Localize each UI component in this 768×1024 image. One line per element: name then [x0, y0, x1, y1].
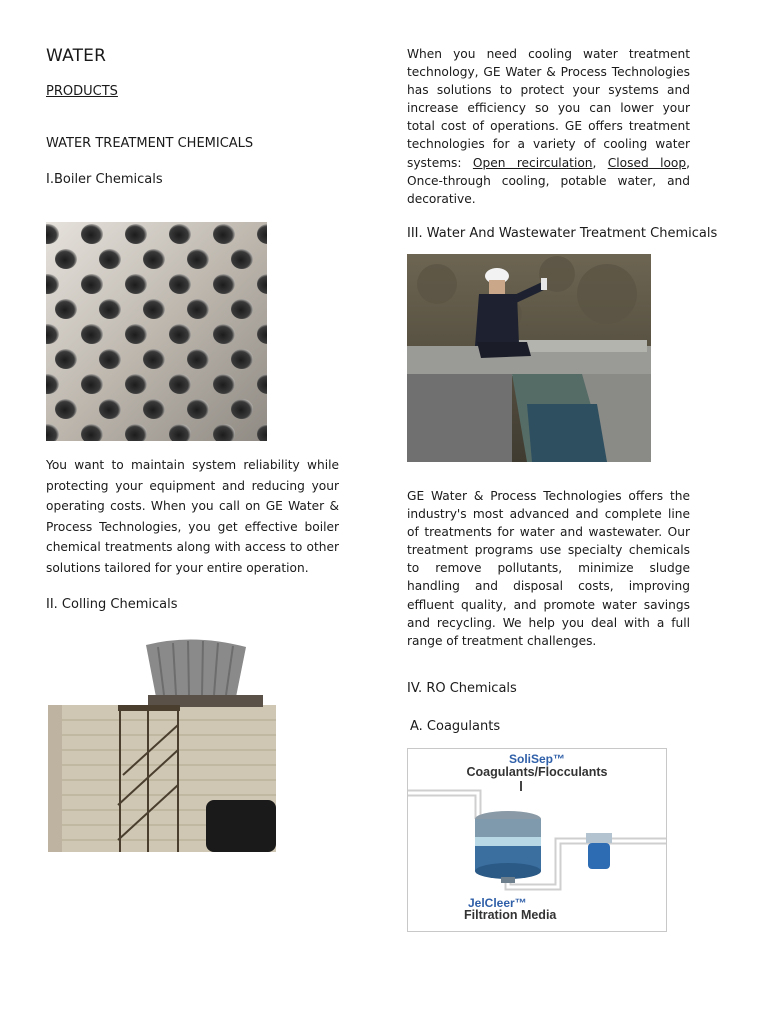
boiler-chemicals-heading: I.Boiler Chemicals	[46, 172, 163, 187]
boiler-tubes-image	[46, 222, 267, 441]
tube-hole	[213, 224, 235, 244]
tube-hole	[99, 299, 121, 319]
tube-hole	[231, 349, 253, 369]
tube-hole	[125, 324, 147, 344]
tube-hole	[99, 399, 121, 419]
tube-hole	[55, 399, 77, 419]
solisep-brand: SoliSep™	[508, 752, 565, 766]
cooling-intro-paragraph	[407, 45, 690, 208]
tube-hole	[187, 399, 209, 419]
tube-hole	[55, 349, 77, 369]
separator: ,	[592, 155, 608, 170]
ro-chemicals-heading: IV. RO Chemicals	[407, 681, 517, 696]
tube-hole	[169, 324, 191, 344]
tube-hole	[125, 374, 147, 394]
coagulants-heading: A. Coagulants	[410, 719, 501, 734]
tube-hole	[99, 249, 121, 269]
tube-hole	[143, 349, 165, 369]
tube-hole	[55, 299, 77, 319]
wastewater-chemicals-heading: III. Water And Wastewater Treatment Chemicals	[407, 226, 718, 241]
tube-hole	[187, 249, 209, 269]
tube-hole	[125, 274, 147, 294]
tube-hole	[187, 299, 209, 319]
coagulants-flocculants-label: Coagulants/Flocculants	[466, 765, 608, 779]
tube-hole	[169, 274, 191, 294]
cooling-intro-text-end: , Once-through cooling, potable water, and decorative.	[407, 155, 690, 206]
tube-hole	[213, 324, 235, 344]
filtration-media-label: Filtration Media	[464, 908, 557, 922]
products-heading: PRODUCTS	[46, 84, 118, 99]
tube-hole	[143, 299, 165, 319]
tube-hole	[213, 374, 235, 394]
tube-hole	[213, 274, 235, 294]
tube-hole	[81, 324, 103, 344]
tube-hole	[99, 349, 121, 369]
wastewater-description: GE Water & Process Technologies offers the industry's most advanced and complete line of treatments for water and wastewater. Our treatment programs use specialty chemicals to remove pollutants, minimize sludge handling and disposal costs, improving effluent quality, and promote water savings and recycling. We help you deal with a full range of treatment challenges.	[407, 489, 690, 648]
page-title: WATER	[46, 46, 107, 66]
tube-hole	[169, 374, 191, 394]
coagulants-diagram	[407, 748, 667, 932]
tube-hole	[187, 349, 209, 369]
tube-hole	[81, 274, 103, 294]
wastewater-worker-image	[407, 254, 651, 462]
tube-hole	[169, 224, 191, 244]
water-treatment-chemicals-heading: WATER TREATMENT CHEMICALS	[46, 136, 254, 151]
jelcleer-brand: JelCleer™	[468, 896, 527, 910]
cooling-tower-image	[48, 635, 276, 852]
tube-hole	[143, 399, 165, 419]
tube-hole	[231, 399, 253, 419]
tube-hole	[81, 374, 103, 394]
tube-hole	[143, 249, 165, 269]
boiler-description: You want to maintain system reliability while protecting your equipment and reducing your operating costs. When you call on GE Water & Process Technologies, you get effective boiler chemical treatments along with access to other solutions tailored for your entire operation.	[46, 458, 339, 575]
closed-loop-link[interactable]: Closed loop	[607, 155, 687, 170]
open-recirculation-link[interactable]: Open recirculation	[472, 155, 593, 170]
cooling-intro-text: When you need cooling water treatment technology, GE Water & Process Technologies has solutions to protect your systems and increase efficiency so you can lower your total cost of operations. GE offers treatment technologies for a variety of cooling water systems:	[407, 47, 690, 170]
tube-hole	[231, 249, 253, 269]
cooling-chemicals-heading: II. Colling Chemicals	[46, 597, 178, 612]
tube-hole	[125, 224, 147, 244]
tube-hole	[231, 299, 253, 319]
tube-hole	[81, 224, 103, 244]
tube-hole	[55, 249, 77, 269]
